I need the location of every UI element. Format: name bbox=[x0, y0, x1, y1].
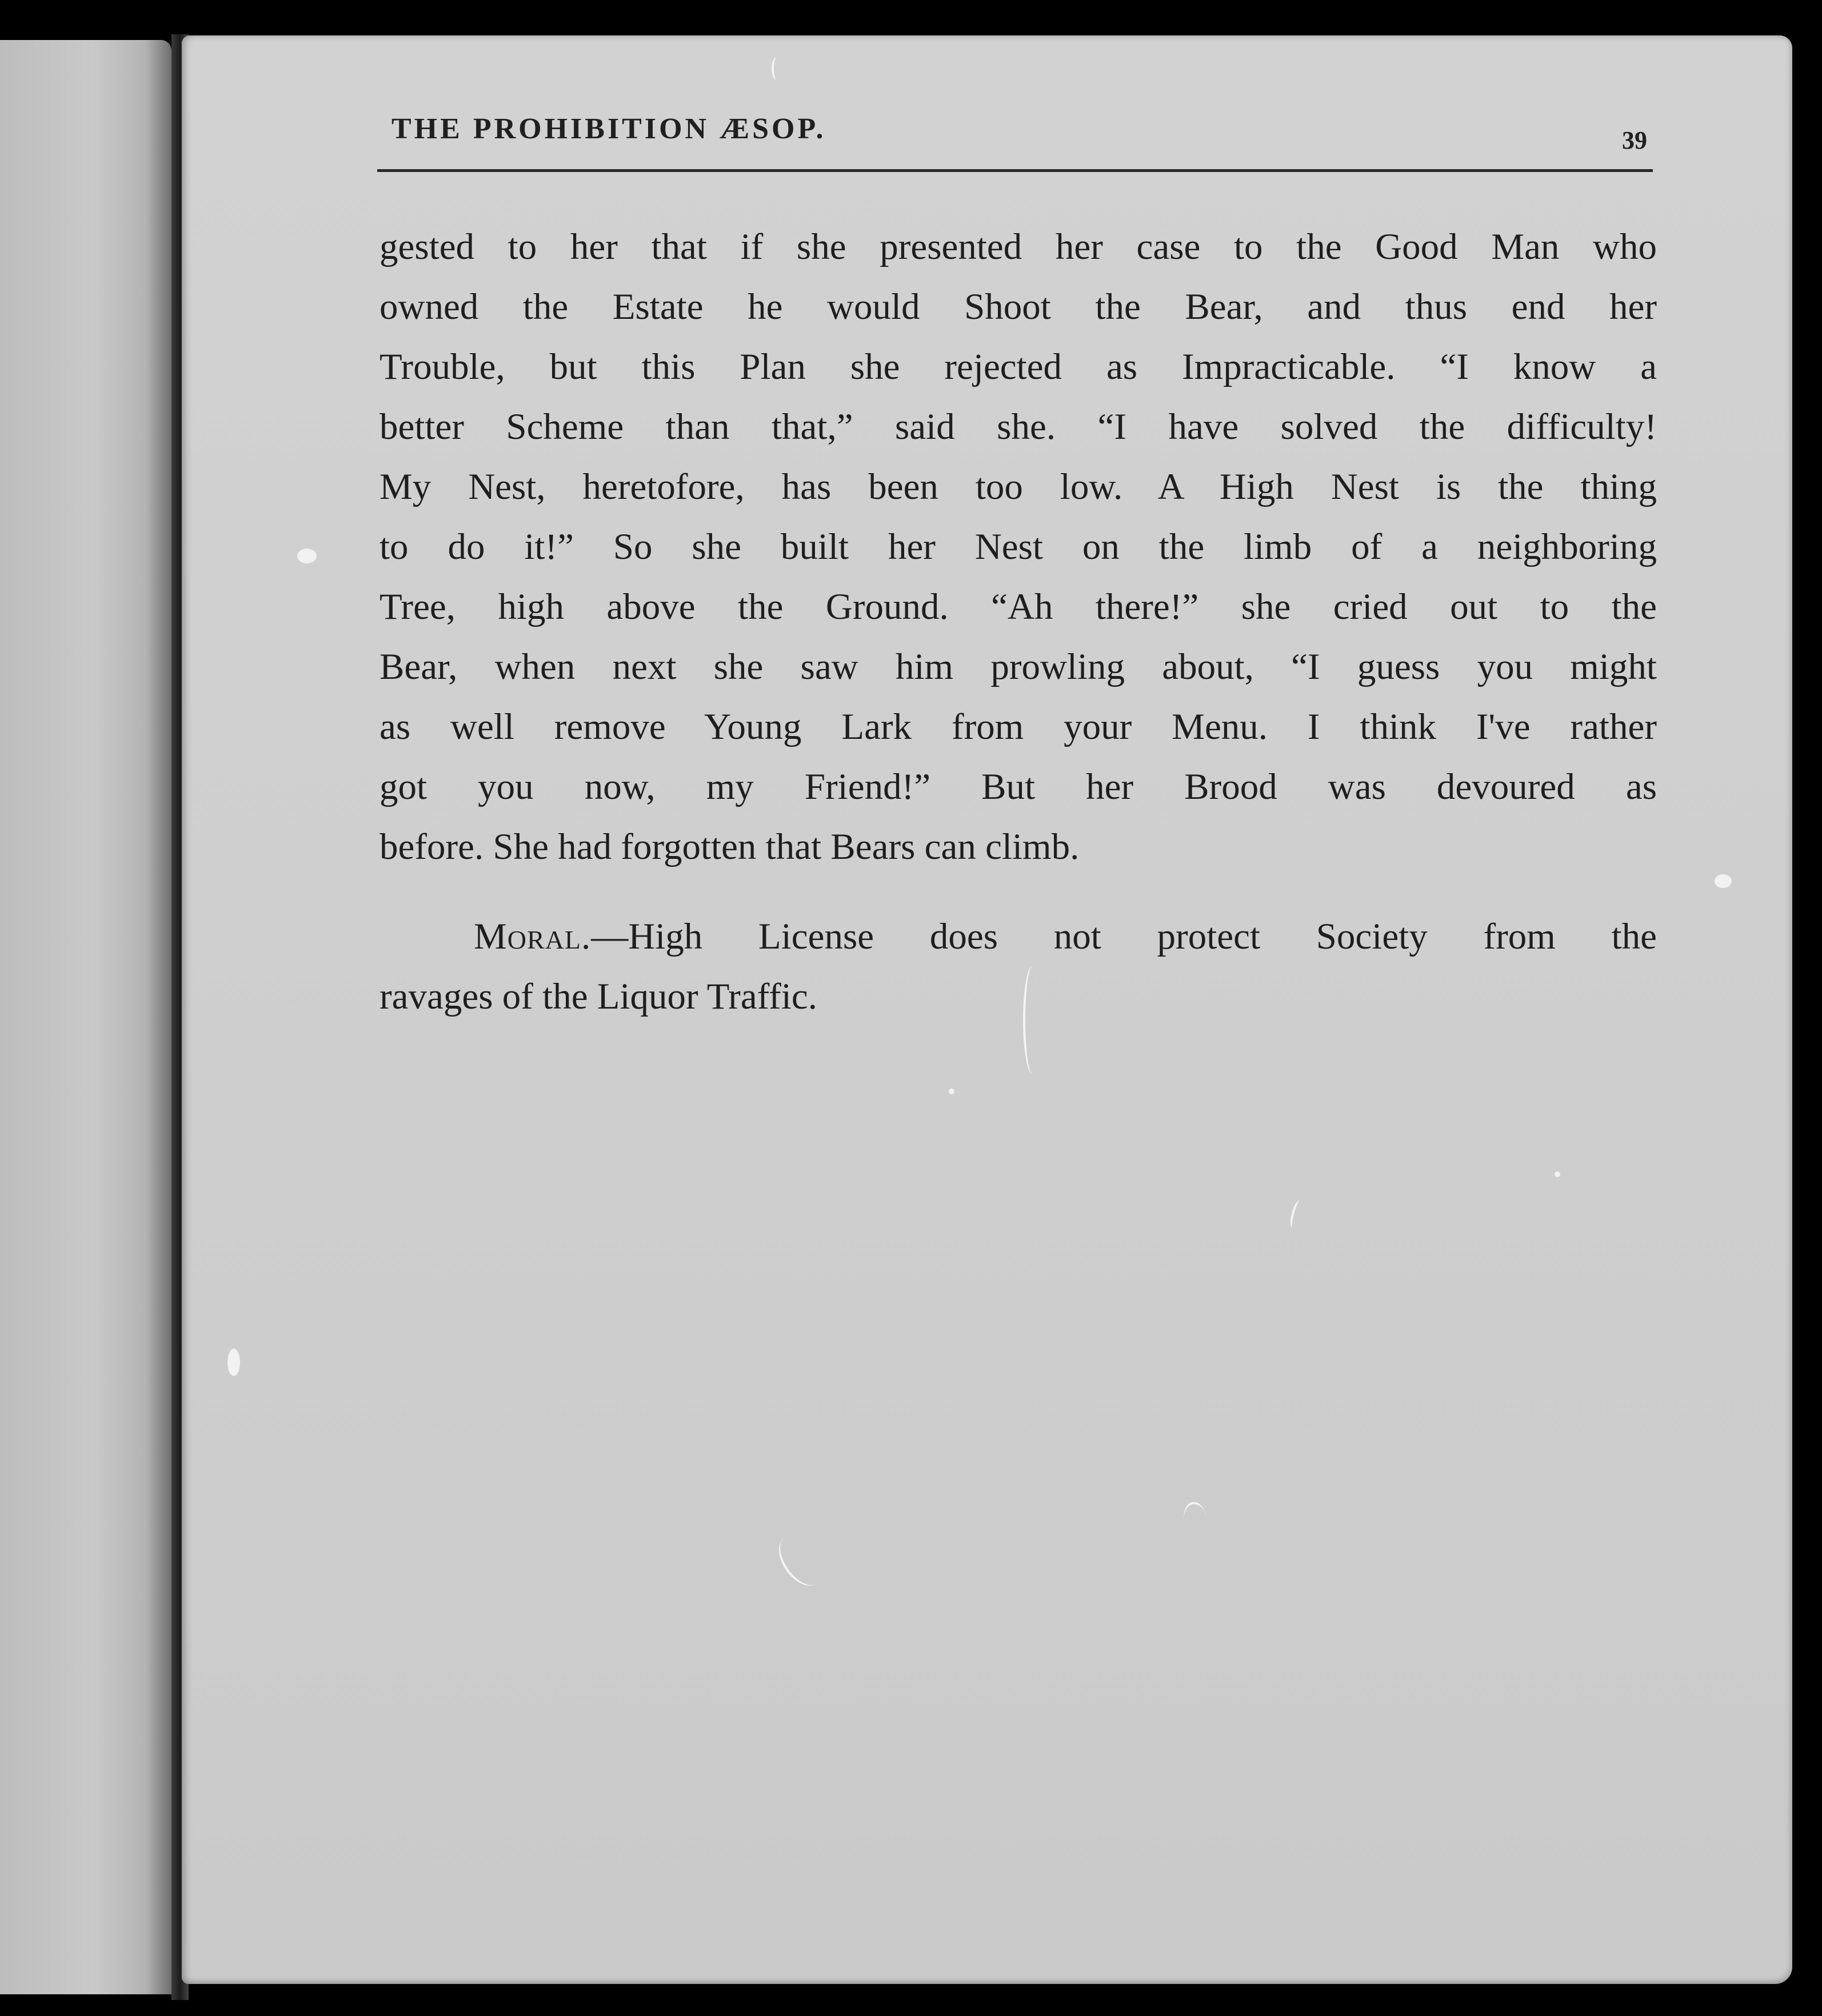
scan-scratch bbox=[772, 57, 782, 80]
scan-speck bbox=[1555, 1171, 1560, 1177]
text-line: before. She had forgotten that Bears can climb. bbox=[379, 826, 1080, 867]
scan-scratch bbox=[1023, 966, 1042, 1074]
text-line: gested to her that if she presented her case to the Good Man who bbox=[379, 226, 1657, 267]
moral-line bbox=[379, 907, 1657, 967]
fable-text bbox=[379, 217, 1657, 877]
text-line: My Nest, heretofore, has been too low. A High Nest is the thing bbox=[379, 466, 1657, 507]
text-line: better Scheme than that,” said she. “I have solved the difficulty! bbox=[379, 406, 1657, 447]
scan-speck bbox=[1715, 874, 1732, 888]
scan-speck bbox=[227, 1349, 240, 1376]
facing-page-edge bbox=[0, 40, 171, 1994]
moral-label: Moral. bbox=[474, 916, 592, 957]
text-line: got you now, my Friend!” But her Brood was devoured as bbox=[379, 766, 1657, 807]
moral-text: —High License does not protect Society from the bbox=[591, 916, 1657, 957]
text-line: as well remove Young Lark from your Menu. I think I've rather bbox=[379, 706, 1657, 747]
moral-line: ravages of the Liquor Traffic. bbox=[379, 976, 817, 1017]
page-number: 39 bbox=[1622, 126, 1647, 154]
moral-paragraph bbox=[379, 907, 1657, 1027]
text-line: owned the Estate he would Shoot the Bear, and thus end her bbox=[379, 286, 1657, 327]
scan-speck bbox=[297, 549, 317, 563]
text-line: Trouble, but this Plan she rejected as Impracticable. “I know a bbox=[379, 346, 1657, 387]
header-rule bbox=[377, 169, 1653, 172]
scan-speck bbox=[949, 1089, 954, 1094]
text-line: to do it!” So she built her Nest on the limb of a neighboring bbox=[379, 526, 1657, 567]
running-title: THE PROHIBITION ÆSOP. bbox=[391, 113, 826, 145]
text-line: Tree, high above the Ground. “Ah there!” she cried out to the bbox=[379, 586, 1657, 627]
text-line: Bear, when next she saw him prowling about, “I guess you might bbox=[379, 646, 1657, 687]
